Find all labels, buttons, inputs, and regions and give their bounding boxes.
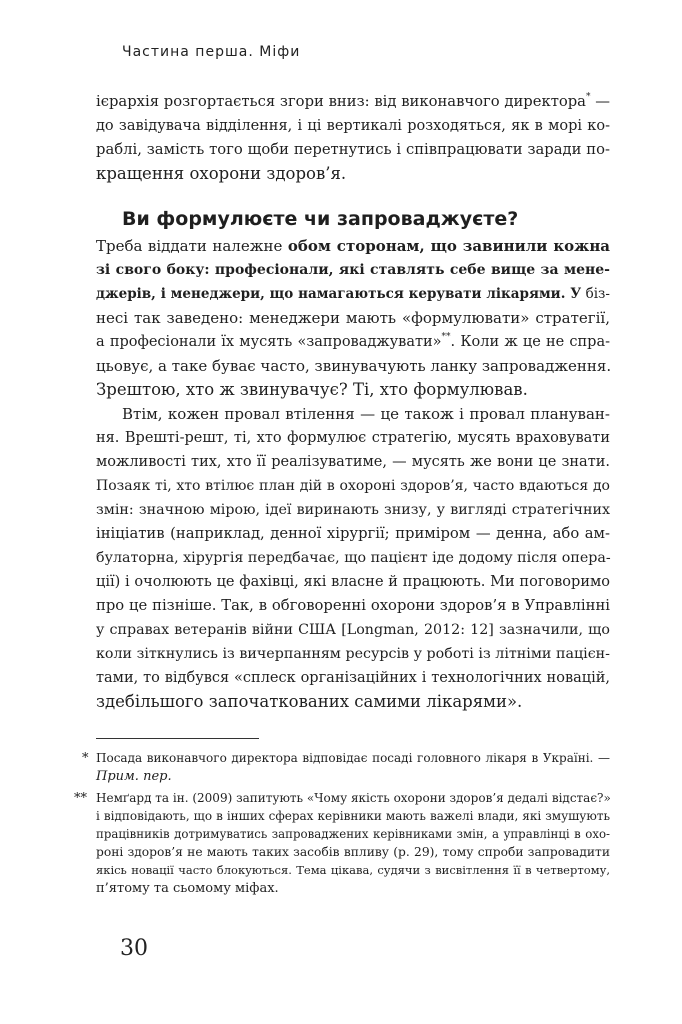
footnote-marker: * <box>82 751 89 766</box>
text-line: до завідувача відділення, і ці вертикалі розходяться, як в морі ко- <box>96 118 610 134</box>
section-heading: Ви формулюєте чи запроваджуєте? <box>122 208 519 230</box>
text-line: булаторна, хірургія передбачає, що пацієнт іде додому після опера- <box>96 550 611 566</box>
text-line: ініціатив (наприклад, денної хірургії; приміром — денна, або ам- <box>96 525 610 542</box>
text-line: тами, то відбувся «сплеск організаційних і технологічних новацій, <box>96 670 610 686</box>
footnote-line: якісь новації часто блокуються. Тема цікава, судячи з висвітлення її в четвертому, <box>96 863 610 877</box>
footnote-marker: ** <box>74 791 87 806</box>
text-line: Треба віддати належне обом сторонам, що завинили кожна <box>96 237 611 255</box>
text-line: змін: значною мірою, ідеї виринають знизу, у вигляді стратегічних <box>96 502 610 518</box>
text-line: зі свого боку: професіонали, які ставлять себе вище за мене- <box>96 262 610 278</box>
text-line: ції) і очолюють це фахівці, які власне й працюють. Ми поговоримо <box>96 574 610 590</box>
footnote-ref[interactable]: ** <box>441 332 451 342</box>
text-line: у справах ветеранів війни США [Longman, 2012: 12] зазначили, що <box>96 622 610 638</box>
text-line: несі так заведено: менеджери мають «формулювати» стратегії, <box>96 309 610 327</box>
footnote-line: і відповідають, що в інших сферах керівники мають важелі влади, які змушують <box>96 809 610 823</box>
text-line: здебільшого започаткованих самими лікарями». <box>96 692 523 711</box>
footnote-line: п’ятому та сьомому міфах. <box>96 881 279 896</box>
text-line: раблі, замість того щоби перетнутись і співпрацювати заради по- <box>96 141 610 158</box>
text-line: Втім, кожен провал втілення — це також і провал плануван- <box>122 405 610 423</box>
text-line: коли зіткнулись із вичерпанням ресурсів у роботі із літніми пацієн- <box>96 646 610 662</box>
text-line: Позаяк ті, хто втілює план дій в охороні здоров’я, часто вдаються до <box>96 478 610 494</box>
footnote-ref[interactable]: * <box>585 92 591 102</box>
footnote-line: роні здоров’я не мають таких засобів впливу (p. 29), тому спроби запровадити <box>96 845 610 859</box>
text-line: а професіонали їх мусять «запроваджувати»**. Коли ж це не спра- <box>96 332 610 350</box>
text-line: ня. Врешті-решт, ті, хто формулює стратегію, мусять враховувати <box>96 430 610 446</box>
footnote-divider <box>96 738 259 739</box>
text-line: можливості тих, хто її реалізуватиме, — мусять же вони це знати. <box>96 454 610 470</box>
text-line: кращення охорони здоров’я. <box>96 164 347 183</box>
text-line: Зрештою, хто ж звинувачує? Ті, хто формулював. <box>96 380 528 399</box>
footnote-line: працівників дотримуватись запроваджених керівниками змін, а управлінці в охо- <box>96 827 610 841</box>
page-number: 30 <box>120 936 148 961</box>
text-line: джерів, і менеджери, що намагаються керувати лікарями. У біз- <box>96 286 610 302</box>
footnote-line: Немґард та ін. (2009) запитують «Чому якість охорони здоров’я дедалі відстає?» <box>96 791 611 805</box>
text-line: про це пізніше. Так, в обговоренні охорони здоров’я в Управлінні <box>96 597 610 614</box>
text-line: ієрархія розгортається згори вниз: від виконавчого директора* — <box>96 92 610 110</box>
text-line: цьовує, а таке буває часто, звинувачують ланку запровадження. <box>96 357 612 375</box>
footnote-line: Посада виконавчого директора відповідає посаді головного лікаря в Україні. — <box>96 751 610 765</box>
running-head: Частина перша. Міфи <box>122 44 301 60</box>
footnote-line: Прим. пер. <box>96 769 172 784</box>
